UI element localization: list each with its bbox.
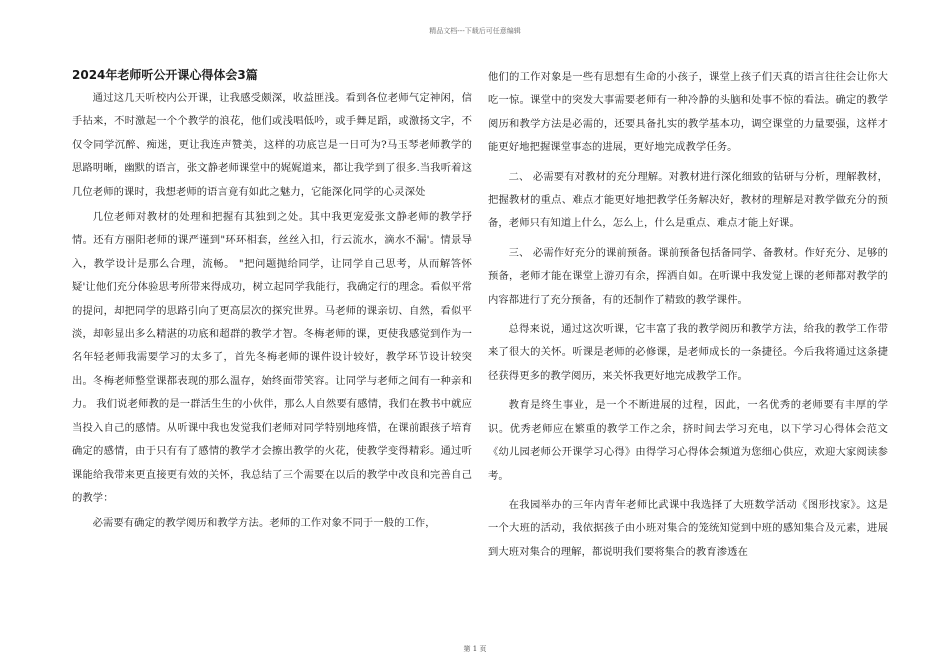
paragraph: 在我园举办的三年内青年老师比武课中我选择了大班数学活动《图形找家》。这是一个大班的活动，我依据孩子由小班对集合的笼统知觉到中班的感知集合及元素，进展到大班对集合的理解，都说明我们要将集合的教育渗透在: [488, 498, 888, 558]
paragraph: 三、 必需作好充分的课前预备。课前预备包括备同学、备教材。作好充分、足够的预备，老师才能在课堂上游刃有余，挥洒自如。在听课中我发觉上课的老师都对教学的内容都进行了充分预备，有的还制作了精致的教学课件。: [488, 246, 888, 306]
document-title: 2024年老师听公开课心得体会3篇: [72, 68, 258, 82]
right-column: [488, 66, 888, 570]
paragraph: 教育是终生事业，是一个不断进展的过程，因此，一名优秀的老师要有丰厚的学识。优秀老师应在繁重的教学工作之余，挤时间去学习充电，以下学习心得体会范文《幼儿园老师公开课学习心得》由得学习心得体会频道为您细心供应，欢迎大家阅读参考。: [488, 399, 888, 482]
page-number: 第 1 页: [463, 645, 487, 653]
paragraph: 总得来说，通过这次听课，它丰富了我的教学阅历和教学方法，给我的教学工作带来了很大的关怀。听课是老师的必修课，是老师成长的一条捷径。今后我将通过这条捷径获得更多的教学阅历，来关怀我更好地完成教学工作。: [488, 323, 888, 382]
left-column: [72, 66, 472, 538]
paragraph: 二、 必需要有对教材的充分理解。对教材进行深化细致的钻研与分析，理解教材，把握教材的重点、难点才能更好地把教学任务解决好，教材的理解是对教学做充分的预备，老师只有知道上什么，怎么上，什么是重点、难点才能上好课。: [488, 170, 888, 230]
paragraph: 几位老师对教材的处理和把握有其独到之处。其中我更宠爱张文静老师的教学抒情。还有方丽阳老师的课严谨到"环环相套，丝丝入扣，行云流水，滴水不漏'。情景导入，教学设计是那么合理，流畅。 "把问题抛给同学，让同学自己思考，从而解答怀疑'让他们充分体验思考所带来得成功，树立起同学我能行，我确定行的理念。看似平常的提问，却把同学的思路引向了更高层次的探究世界。马老师的课亲切、自然，看似平淡，却彰显出多么精湛的功底和超群的教学才智。冬梅老师的课，更使我感觉到作为一名年轻老师我需要学习的太多了，首先冬梅老师的课件设计较好，教学环节设计较突出。冬梅老师整堂课都表现的那么温存，始终面带笑容。让同学与老师之间有一种亲和力。 我们说老师教的是一群活生生的小伙伴，那么人自然要有感情，我们在教书中就应当投入自己的感情。从听课中我也发觉我们老师对同学特别地疼惜，在课前跟孩子培育确定的感情，由于只有有了感情的教学才会擦出教学的火花，使教学变得精彩。通过听课能给我带来更直接更有效的关怀，我总结了三个需要在以后的教学中改良和完善自己的教学：: [72, 211, 472, 504]
page-header: 精品文档---下载后可任意编辑: [429, 27, 521, 35]
paragraph: 他们的工作对象是一些有思想有生命的小孩子，课堂上孩子们天真的语言往往会让你大吃一惊。课堂中的突发大事需要老师有一种冷静的头脑和处事不惊的看法。确定的教学阅历和教学方法是必需的，还要具备扎实的教学基本功，调空课堂的力量要强，这样才能更好地把握课堂事态的进展，更好地完成教学任务。: [488, 71, 888, 154]
paragraph: 必需要有确定的教学阅历和教学方法。老师的工作对象不同于一般的工作，: [92, 517, 436, 530]
paragraph: 通过这几天听校内公开课，让我感受颇深，收益匪浅。看到各位老师气定神闲，信手拈来，不时激起一个个教学的浪花，他们或浅唱低吟，或手舞足蹈，或激扬文字，不仅令同学沉醉、痴迷，更让我连声赞美，这样的功底岂是一日可为?马玉琴老师教学的思路明晰，幽默的语言，张文静老师课堂中的娓娓道来，都让我学到了很多.当我听着这几位老师的课时，我想老师的语言竟有如此之魅力，它能深化同学的心灵深处: [72, 92, 472, 198]
